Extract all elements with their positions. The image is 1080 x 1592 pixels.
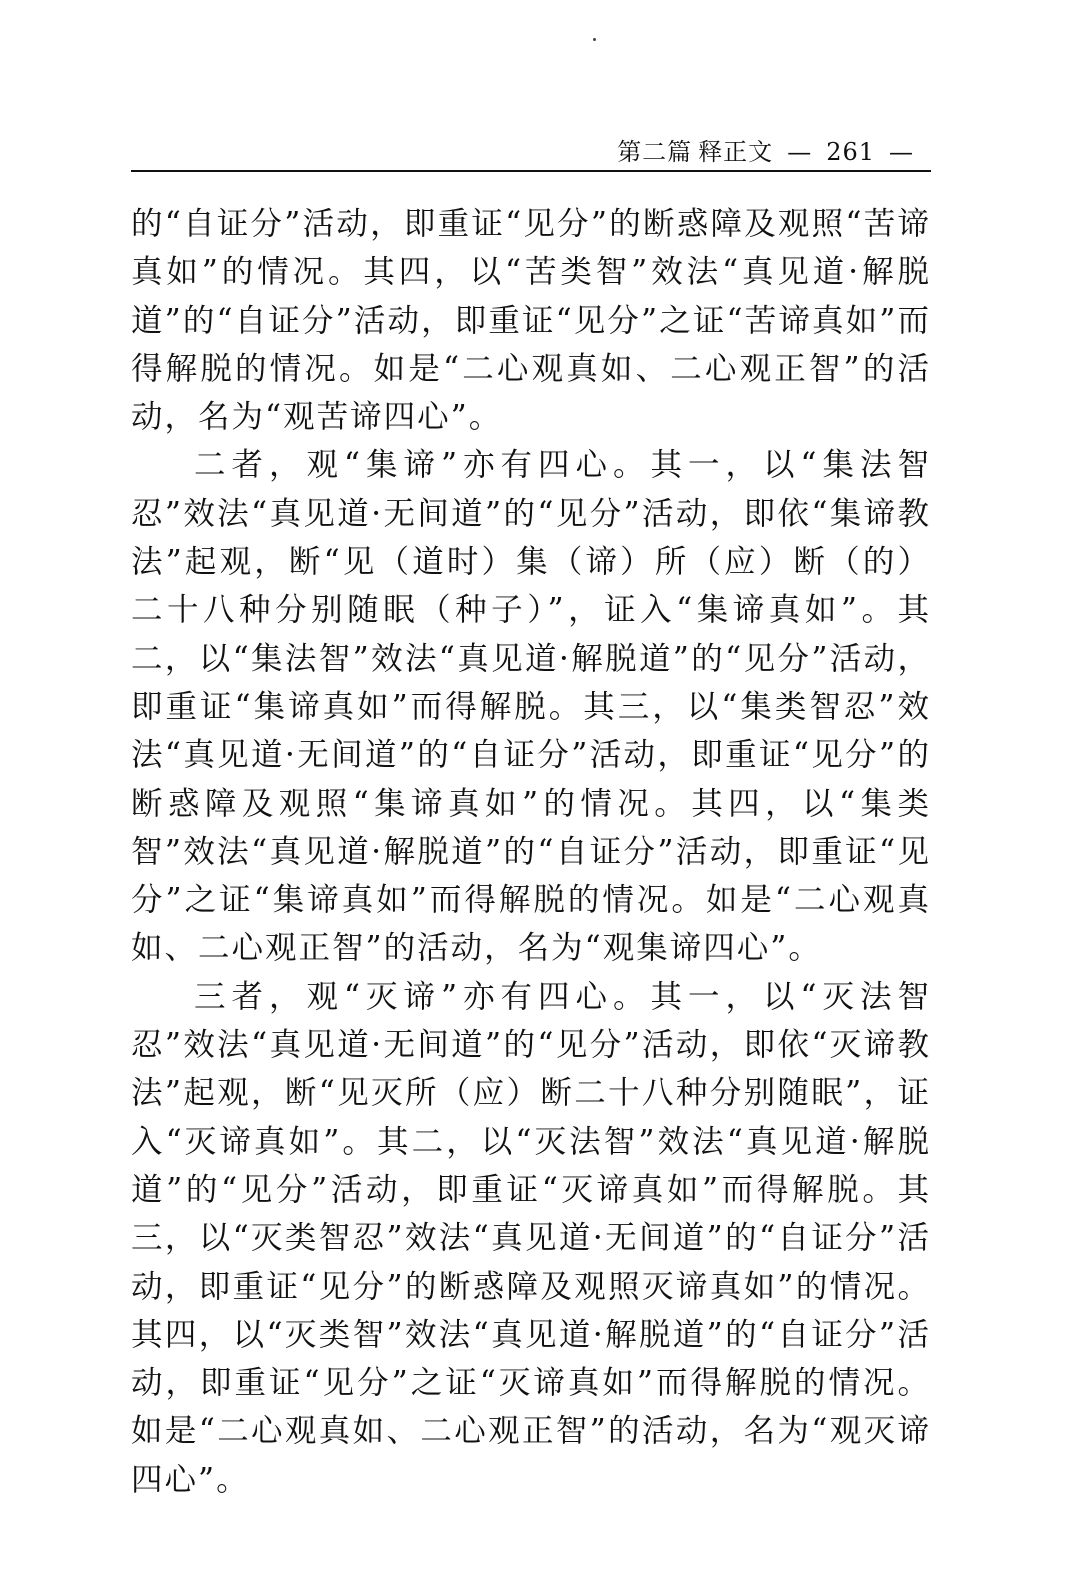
scan-speck bbox=[593, 38, 596, 41]
paragraph-cessation-truth: 三者，观“灭谛”亦有四心。其一，以“灭法智忍”效法“真见道·无间道”的“见分”活动，即依“灭谛教法”起观，断“见灭所（应）断二十八种分别随眠”，证入“灭谛真如”。其二，以“灭法智”效法“真见道·解脱道”的“见分”活动，即重证“灭谛真如”而得解脱。其三，以“灭类智忍”效法“真见道·无间道”的“自证分”活动，即重证“见分”的断惑障及观照灭谛真如”的情况。其四，以“灭类智”效法“真见道·解脱道”的“自证分”活动，即重证“见分”之证“灭谛真如”而得解脱的情况。如是“二心观真如、二心观正智”的活动，名为“观灭谛四心”。 bbox=[131, 978, 931, 1498]
paragraph-continued: 的“自证分”活动，即重证“见分”的断惑障及观照“苦谛真如”的情况。其四，以“苦类智”效法“真见道·解脱道”的“自证分”活动，即重证“见分”之证“苦谛真如”而得解脱的情况。如是“二心观真如、二心观正智”的活动，名为“观苦谛四心”。 bbox=[131, 206, 931, 436]
header-part: 第二篇 bbox=[617, 138, 693, 166]
header-dash-left: — bbox=[787, 138, 813, 166]
body-text bbox=[131, 200, 931, 1504]
header-rule bbox=[131, 170, 931, 172]
paragraph-collection-truth: 二者，观“集谛”亦有四心。其一，以“集法智忍”效法“真见道·无间道”的“见分”活动，即依“集谛教法”起观，断“见（道时）集（谛）所（应）断（的）二十八种分别随眠（种子）”，证入“集谛真如”。其二，以“集法智”效法“真见道·解脱道”的“见分”活动，即重证“集谛真如”而得解脱。其三，以“集类智忍”效法“真见道·无间道”的“自证分”活动，即重证“见分”的断惑障及观照“集谛真如”的情况。其四，以“集类智”效法“真见道·解脱道”的“自证分”活动，即重证“见分”之证“集谛真如”而得解脱的情况。如是“二心观真如、二心观正智”的活动，名为“观集谛四心”。 bbox=[131, 447, 931, 967]
header-dash-right: — bbox=[889, 138, 914, 166]
page-number: 261 bbox=[826, 138, 875, 166]
running-header bbox=[617, 132, 928, 167]
header-title: 释正文 bbox=[698, 138, 774, 166]
